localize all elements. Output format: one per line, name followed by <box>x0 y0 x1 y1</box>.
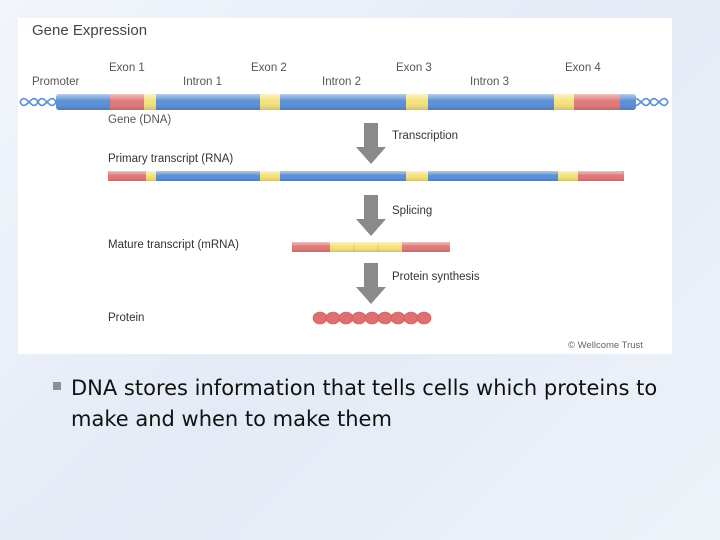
protein-bead <box>391 312 405 324</box>
label-intron-3: Intron 3 <box>470 76 509 88</box>
bullet-text: DNA stores information that tells cells which proteins to make and when to make them <box>71 376 658 431</box>
label-intron-1: Intron 1 <box>183 76 222 88</box>
label-gene-dna: Gene (DNA) <box>108 114 172 126</box>
dna-helix-right <box>632 99 668 106</box>
protein-bead <box>417 312 431 324</box>
label-promoter: Promoter <box>32 76 80 88</box>
protein-bead <box>313 312 327 324</box>
dna-helix-left <box>20 99 56 106</box>
label-splicing: Splicing <box>392 205 433 217</box>
protein-bead <box>326 312 340 324</box>
label-mature-transcript: Mature transcript (mRNA) <box>108 239 239 251</box>
primary-transcript-bar <box>108 171 624 181</box>
protein-bead <box>404 312 418 324</box>
label-primary-transcript: Primary transcript (RNA) <box>108 153 234 165</box>
label-exon-2: Exon 2 <box>251 62 287 74</box>
label-exon-4: Exon 4 <box>565 62 601 74</box>
protein-bead <box>378 312 392 324</box>
label-exon-1: Exon 1 <box>109 62 145 74</box>
protein-bead <box>339 312 353 324</box>
bullet-square-icon <box>53 382 61 390</box>
splicing-arrow <box>356 195 386 236</box>
label-transcription: Transcription <box>392 130 459 142</box>
label-protein: Protein <box>108 312 145 324</box>
label-intron-2: Intron 2 <box>322 76 361 88</box>
gene-expression-figure <box>18 18 672 354</box>
protein-bead <box>365 312 379 324</box>
protein-chain <box>313 312 431 324</box>
label-exon-3: Exon 3 <box>396 62 432 74</box>
transcription-arrow <box>356 123 386 164</box>
figure-title: Gene Expression <box>32 22 148 39</box>
protein-synthesis-arrow <box>356 263 386 304</box>
credit-wellcome-trust: © Wellcome Trust <box>568 340 643 351</box>
label-protein-synthesis: Protein synthesis <box>392 271 480 283</box>
mature-transcript-bar <box>292 242 450 252</box>
gene-dna-bar <box>56 94 636 110</box>
protein-bead <box>352 312 366 324</box>
